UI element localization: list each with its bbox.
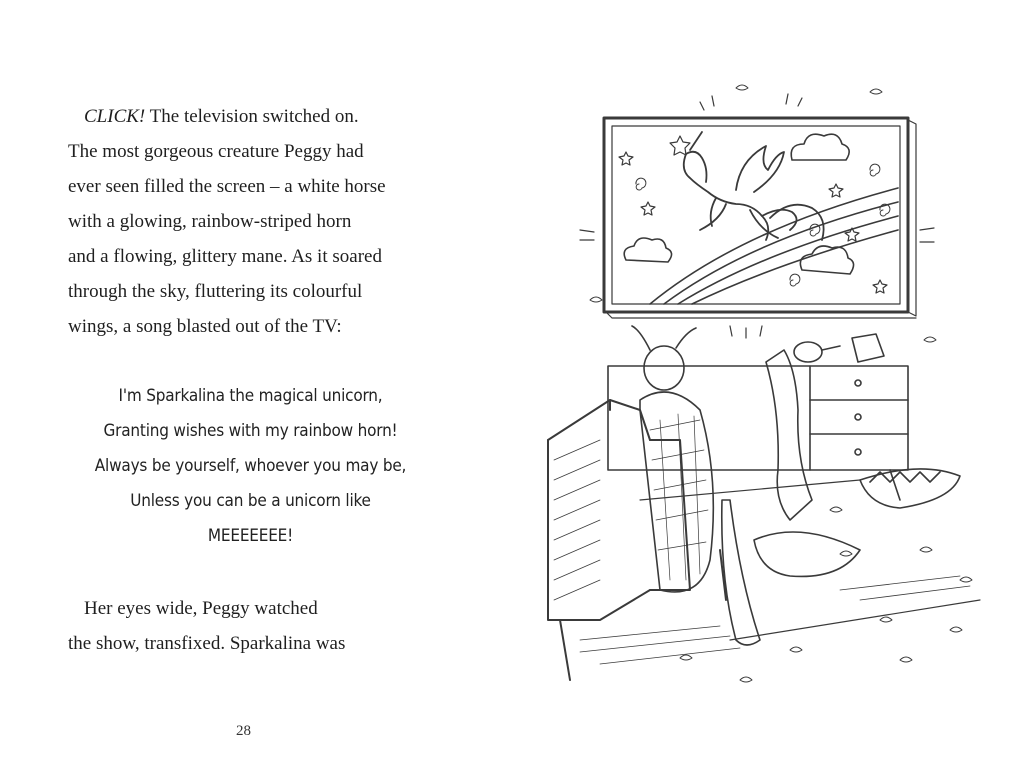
- cushion: [722, 469, 960, 645]
- rainbow: [650, 188, 898, 304]
- blanket: [640, 392, 713, 592]
- song-line: Always be yourself, whoever you may be,: [94, 456, 407, 476]
- song-verse: [68, 379, 433, 554]
- click-emphasis: CLICK!: [84, 106, 146, 127]
- text-line-rest: The television switched on.: [145, 106, 359, 127]
- unicorn-figure: [684, 132, 824, 240]
- flower-pots: [794, 334, 884, 362]
- song-line: Unless you can be a unicorn like: [130, 491, 371, 511]
- paragraph-1: [68, 99, 478, 344]
- text-line: with a glowing, rainbow-striped horn: [68, 211, 352, 232]
- swirls: [636, 164, 890, 286]
- text-line: ever seen filled the screen – a white horse: [68, 176, 386, 197]
- text-line: and a flowing, glittery mane. As it soared: [68, 246, 382, 267]
- scarf: [766, 350, 812, 520]
- rug: [640, 480, 980, 640]
- text-line: [68, 99, 478, 134]
- doll-figure: [632, 326, 696, 390]
- page-number: 28: [236, 723, 251, 739]
- illustration-unicorn-room: [540, 80, 1000, 700]
- armchair: [548, 400, 726, 680]
- song-line: I'm Sparkalina the magical unicorn,: [118, 386, 383, 406]
- text-line: wings, a song blasted out of the TV:: [68, 316, 342, 337]
- song-line: Granting wishes with my rainbow horn!: [103, 421, 398, 441]
- text-line: The most gorgeous creature Peggy had: [68, 141, 364, 162]
- paragraph-2: [68, 591, 478, 661]
- text-line: through the sky, fluttering its colourful: [68, 281, 363, 302]
- tv-screen: [604, 118, 916, 318]
- tv-glow-lines: [580, 94, 934, 338]
- text-line: the show, transfixed. Sparkalina was: [68, 633, 346, 654]
- text-line: Her eyes wide, Peggy watched: [84, 598, 318, 619]
- song-line: MEEEEEEE!: [207, 526, 294, 546]
- floor-hatching: [580, 576, 970, 664]
